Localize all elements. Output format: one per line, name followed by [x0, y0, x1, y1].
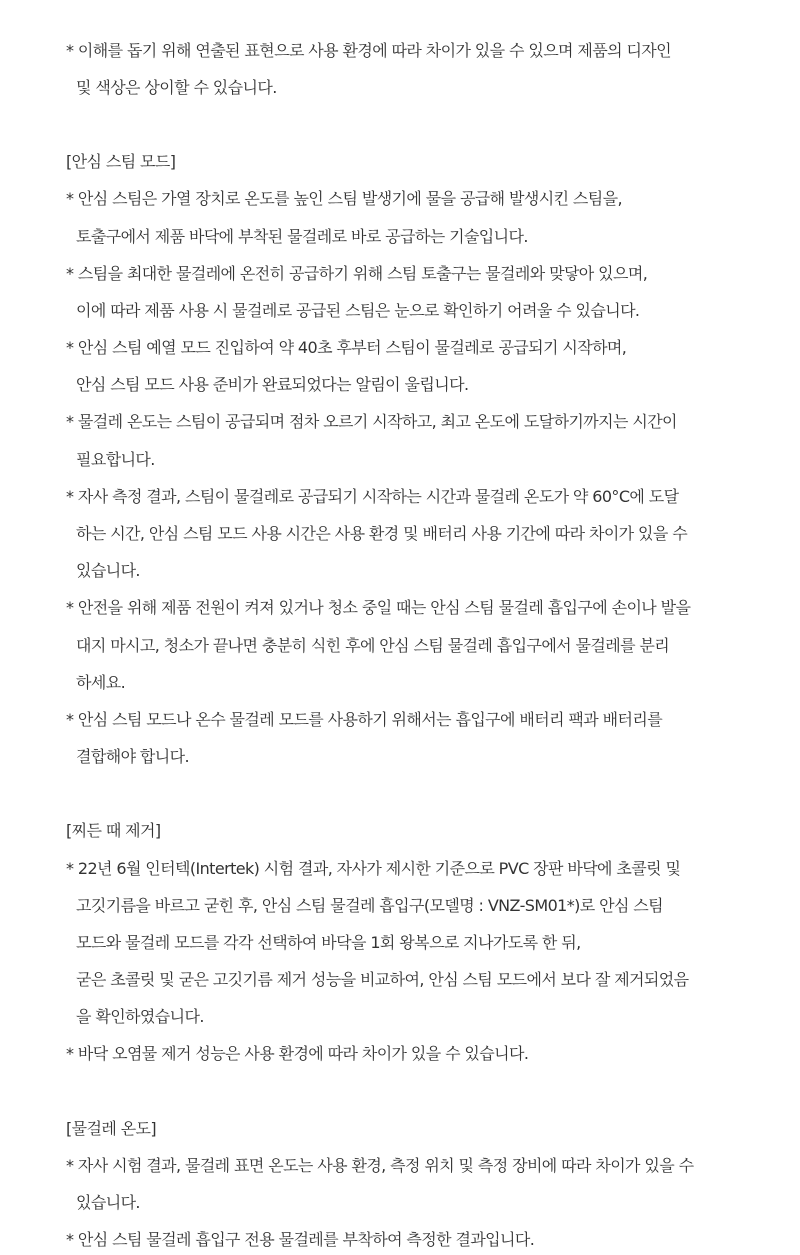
- steam-line-6: 안심 스팀 모드 사용 준비가 완료되었다는 알림이 울립니다.: [76, 375, 469, 394]
- section-heading-stain-removal: [찌든 때 제거]: [66, 821, 161, 840]
- stain-line-5: 을 확인하였습니다.: [76, 1007, 204, 1026]
- steam-line-2: 토출구에서 제품 바닥에 부착된 물걸레로 바로 공급하는 기술입니다.: [76, 227, 528, 246]
- section-heading-steam-mode: [안심 스팀 모드]: [66, 152, 176, 171]
- stain-line-6: * 바닥 오염물 제거 성능은 사용 환경에 따라 차이가 있을 수 있습니다.: [66, 1044, 529, 1063]
- intro-line-1: * 이해를 돕기 위해 연출된 표현으로 사용 환경에 따라 차이가 있을 수 있으며 제품의 디자인: [66, 41, 672, 60]
- temp-line-2: 있습니다.: [76, 1193, 140, 1212]
- temp-line-1: * 자사 시험 결과, 물걸레 표면 온도는 사용 환경, 측정 위치 및 측정 장비에 따라 차이가 있을 수: [66, 1156, 694, 1175]
- steam-line-8: 필요합니다.: [76, 450, 155, 469]
- steam-line-7: * 물걸레 온도는 스팀이 공급되며 점차 오르기 시작하고, 최고 온도에 도달하기까지는 시간이: [66, 412, 677, 431]
- steam-line-9: * 자사 측정 결과, 스팀이 물걸레로 공급되기 시작하는 시간과 물걸레 온도가 약 60°C에 도달: [66, 487, 679, 506]
- steam-line-3: * 스팀을 최대한 물걸레에 온전히 공급하기 위해 스팀 토출구는 물걸레와 맞닿아 있으며,: [66, 264, 648, 283]
- temp-line-3: * 안심 스팀 물걸레 흡입구 전용 물걸레를 부착하여 측정한 결과입니다.: [66, 1230, 535, 1249]
- steam-line-10: 하는 시간, 안심 스팀 모드 사용 시간은 사용 환경 및 배터리 사용 기간에 따라 차이가 있을 수: [76, 524, 688, 543]
- steam-line-4: 이에 따라 제품 사용 시 물걸레로 공급된 스팀은 눈으로 확인하기 어려울 수 있습니다.: [76, 301, 640, 320]
- steam-line-12: * 안전을 위해 제품 전원이 켜져 있거나 청소 중일 때는 안심 스팀 물걸레 흡입구에 손이나 발을: [66, 598, 691, 617]
- stain-line-4: 굳은 초콜릿 및 굳은 고깃기름 제거 성능을 비교하여, 안심 스팀 모드에서 보다 잘 제거되었음: [76, 970, 689, 989]
- steam-line-16: 결합해야 합니다.: [76, 747, 189, 766]
- steam-line-13: 대지 마시고, 청소가 끝나면 충분히 식힌 후에 안심 스팀 물걸레 흡입구에서 물걸레를 분리: [76, 636, 670, 655]
- stain-line-2: 고깃기름을 바르고 굳힌 후, 안심 스팀 물걸레 흡입구(모델명 : VNZ-SM01*)로 안심 스팀: [76, 896, 664, 915]
- steam-line-15: * 안심 스팀 모드나 온수 물걸레 모드를 사용하기 위해서는 흡입구에 배터리 팩과 배터리를: [66, 710, 663, 729]
- stain-line-3: 모드와 물걸레 모드를 각각 선택하여 바닥을 1회 왕복으로 지나가도록 한 뒤,: [76, 933, 581, 952]
- steam-line-1: * 안심 스팀은 가열 장치로 온도를 높인 스팀 발생기에 물을 공급해 발생시킨 스팀을,: [66, 189, 622, 208]
- section-heading-mop-temperature: [물걸레 온도]: [66, 1119, 157, 1138]
- steam-line-14: 하세요.: [76, 673, 126, 692]
- steam-line-11: 있습니다.: [76, 561, 140, 580]
- steam-line-5: * 안심 스팀 예열 모드 진입하여 약 40초 후부터 스팀이 물걸레로 공급되기 시작하며,: [66, 338, 627, 357]
- stain-line-1: * 22년 6월 인터텍(Intertek) 시험 결과, 자사가 제시한 기준으로 PVC 장판 바닥에 초콜릿 및: [66, 859, 681, 878]
- intro-line-2: 및 색상은 상이할 수 있습니다.: [76, 78, 277, 97]
